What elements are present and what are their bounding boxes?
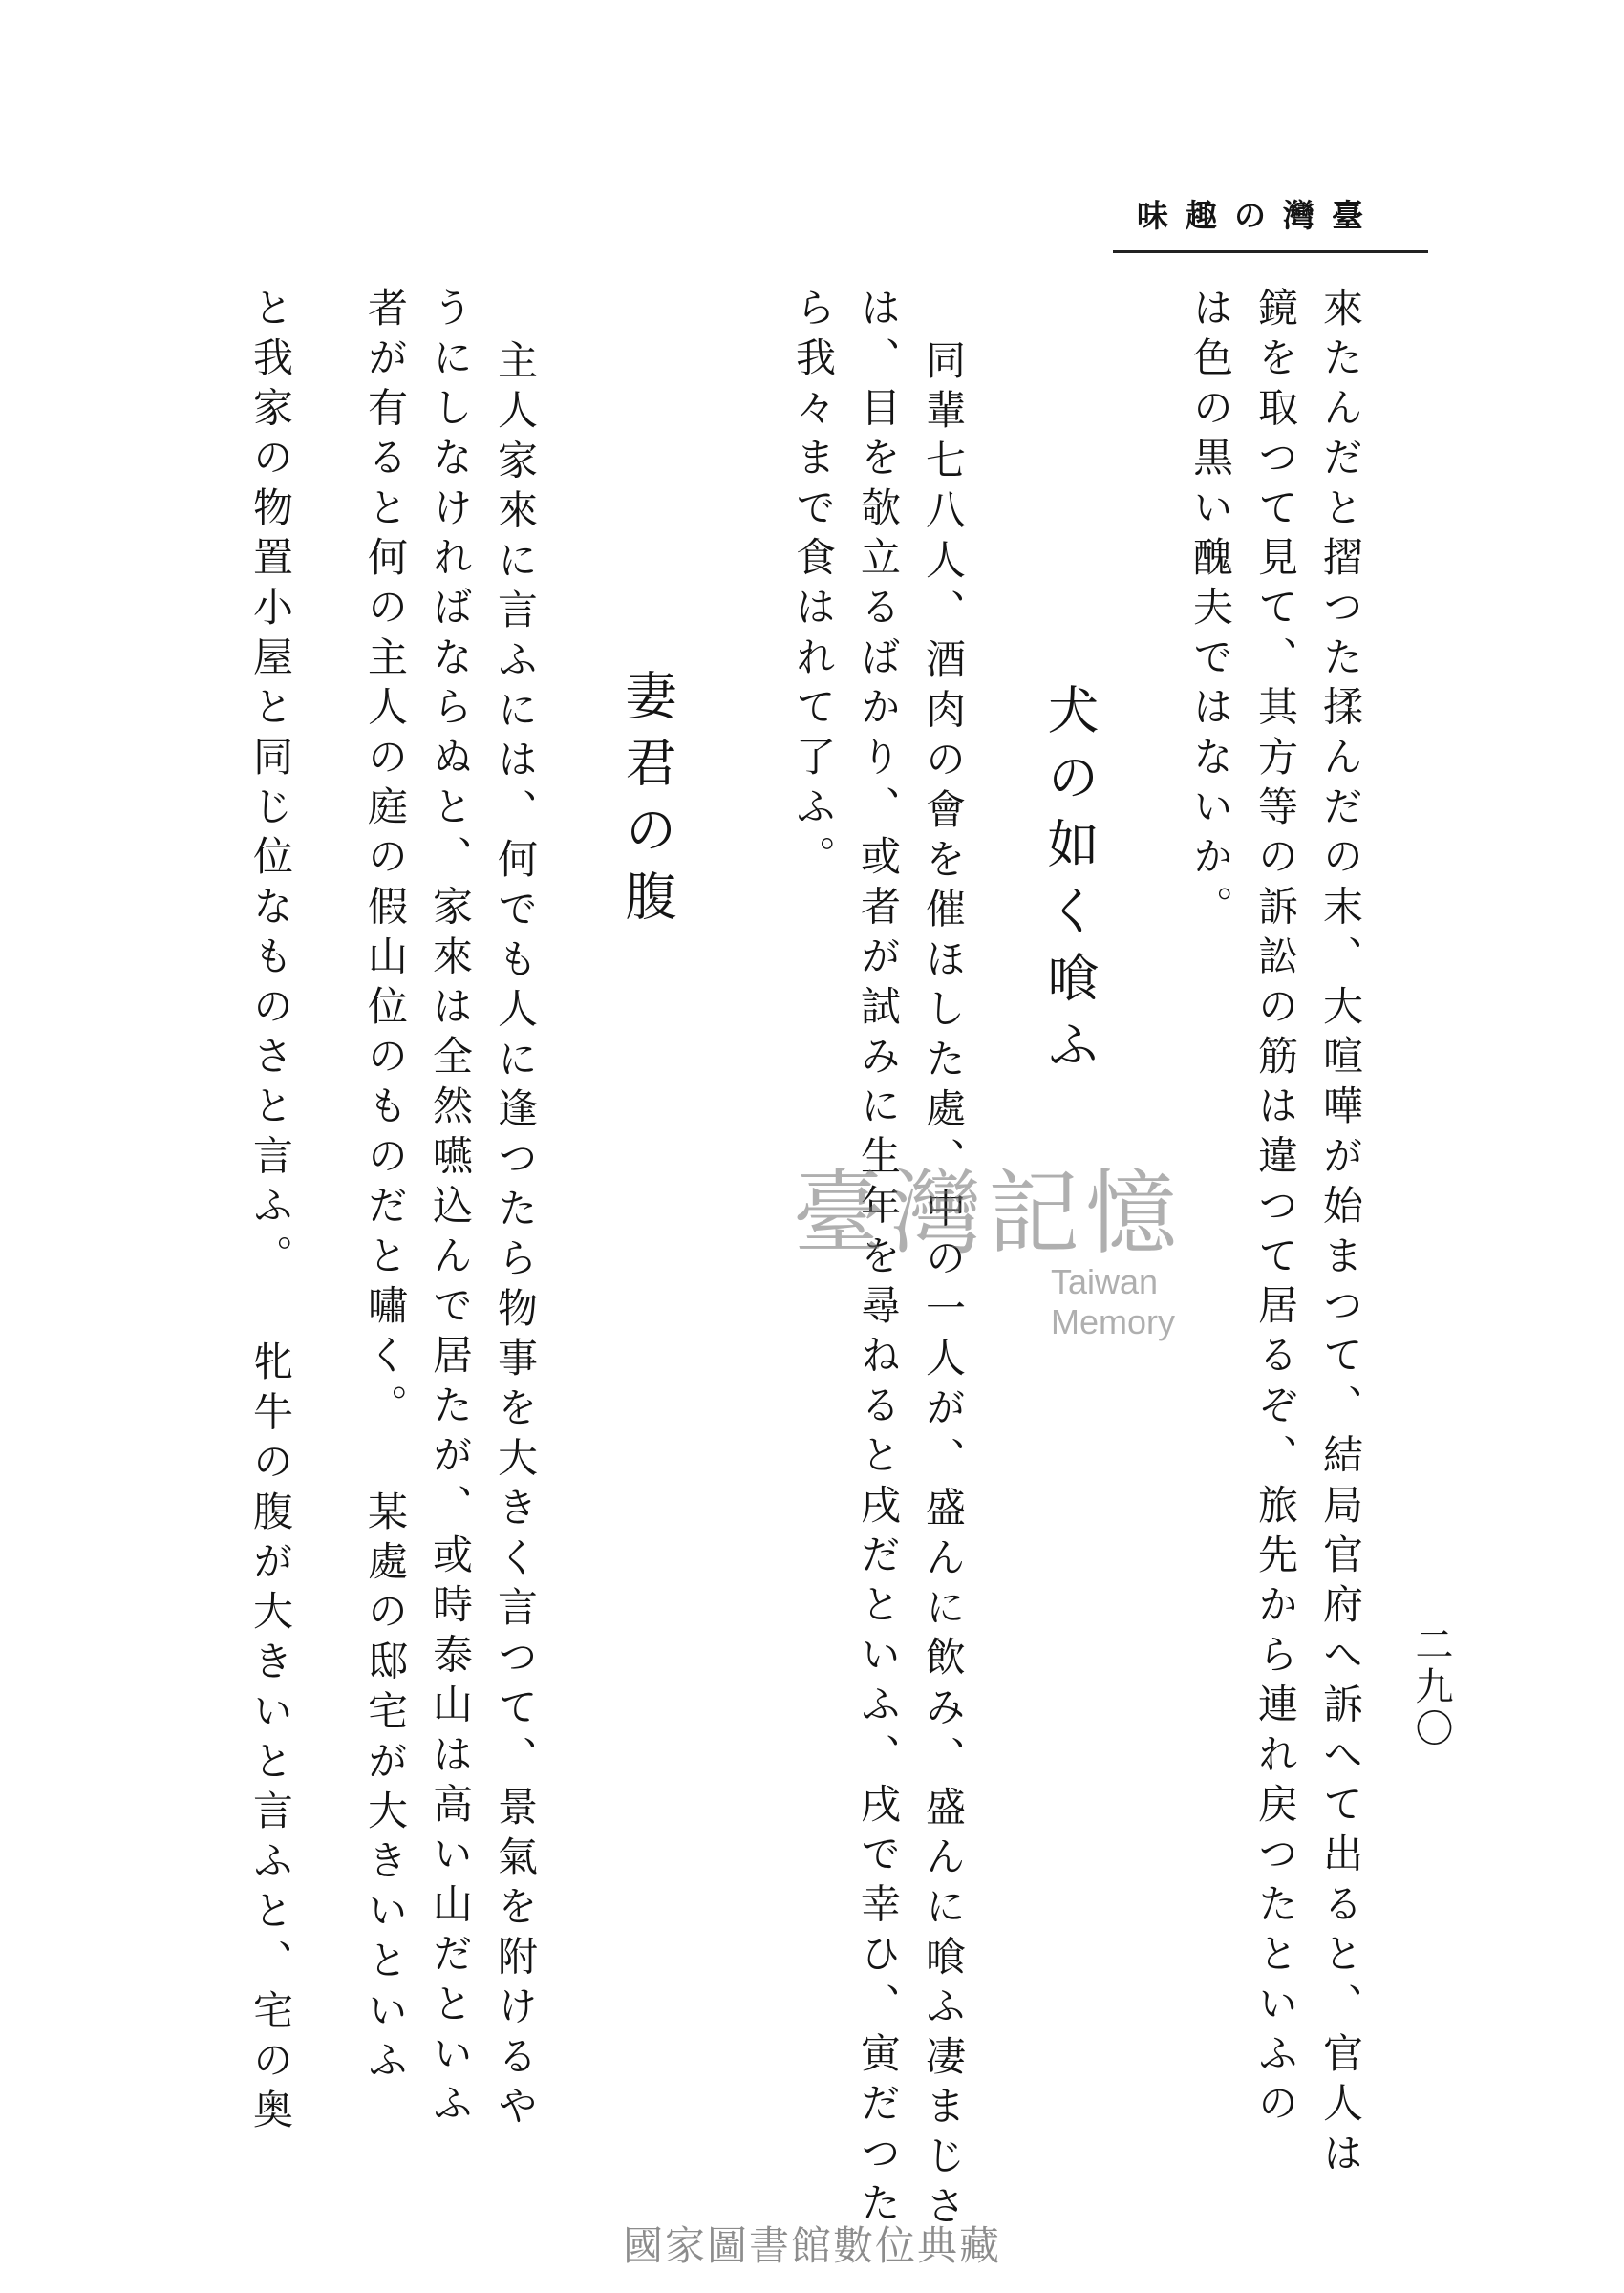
text-column: は色の黒い醜夫ではないか。	[1187, 287, 1234, 935]
section-heading-wife: 妻君の腹	[617, 669, 677, 936]
running-head: 臺灣の趣味	[1137, 197, 1380, 234]
text-column: 同輩七八人、酒肉の會を催ほした處、中の一人が、盛んに飲み、盛んに喰ふ凄まじさ	[920, 339, 967, 2235]
page-number: 二九〇	[1409, 1624, 1453, 1750]
text-column: は、目を欹立るばかり、或者が試みに生年を尋ねると戌だといふ、戌で幸ひ、寅だつた	[855, 287, 902, 2232]
text-column: うにしなければならぬと、家來は全然嚥込んで居たが、或時泰山は高い山だといふ	[427, 287, 474, 2132]
text-column: ら我々まで食はれて了ふ。	[790, 287, 837, 886]
text-column: 者が有ると何の主人の庭の假山位のものだと嘯く。 某處の邸宅が大きいといふ	[362, 287, 409, 2089]
text-column: 主人家來に言ふには、何でも人に逢つたら物事を大きく言つて、景氣を附けるや	[492, 339, 539, 2135]
text-column: 鏡を取つて見て、其方等の訴訟の筋は違つて居るぞ、旅先から連れ戻つたといふの	[1252, 287, 1299, 2132]
watermark-main-text: 臺灣記憶	[793, 1160, 1183, 1267]
header-rule	[1113, 250, 1428, 253]
watermark-sub-text: Taiwan Memory	[1051, 1261, 1176, 1341]
section-heading-dog: 犬の如く喰ふ	[1039, 683, 1100, 1084]
text-column: 來たんだと摺つた揉んだの末、大喧嘩が始まつて、結局官府へ訴へて出ると、官人は	[1317, 287, 1364, 2182]
footer-archive-label: 國家圖書館數位典藏	[622, 2222, 1001, 2269]
text-column: と我家の物置小屋と同じ位なものさと言ふ。 牝牛の腹が大きいと言ふと、宅の奥	[247, 287, 294, 2139]
